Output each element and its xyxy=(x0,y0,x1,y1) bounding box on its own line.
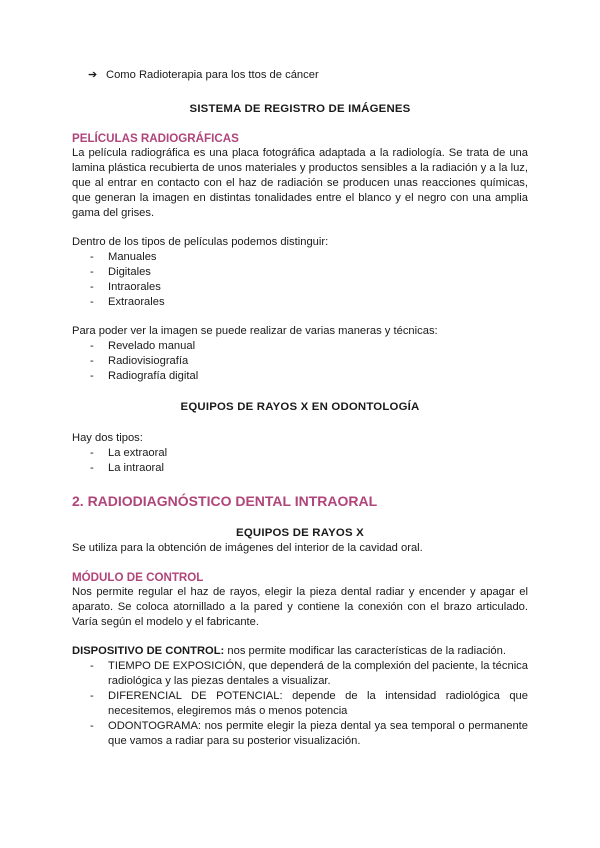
modulo-paragraph: Nos permite regular el haz de rayos, elegir la pieza dental radiar y encender y apagar el aparato. Se coloca atornillado a la pared y contiene la conexión con el brazo articulado. Varía según el modelo y el fabricante. xyxy=(72,586,528,628)
section-title-registro: SISTEMA DE REGISTRO DE IMÁGENES xyxy=(189,103,411,115)
device-label: DISPOSITIVO DE CONTROL: xyxy=(72,645,225,657)
list-item: - Manuales xyxy=(72,250,528,265)
methods-intro: Para poder ver la imagen se puede realizar de varias maneras y técnicas: xyxy=(72,325,438,337)
types-list xyxy=(72,250,528,310)
intro-bullet xyxy=(88,68,528,88)
list-item: - Radiografía digital xyxy=(72,369,528,384)
list-item: - Radiovisiografía xyxy=(72,354,528,369)
subtitle-peliculas: PELÍCULAS RADIOGRÁFICAS xyxy=(72,132,239,145)
list-item: - La extraoral xyxy=(72,446,528,461)
device-list xyxy=(72,659,528,749)
intro-text: Como Radioterapia para los ttos de cáncer xyxy=(106,69,319,81)
list-item: - TIEMPO DE EXPOSICIÓN, que dependerá de la complexión del paciente, la técnica radiológica y las piezas dentales a visualizar. xyxy=(72,659,528,689)
list-item: - DIFERENCIAL DE POTENCIAL: depende de la intensidad radiológica que necesitemos, elegiremos más o menos potencia xyxy=(72,689,528,719)
section-title-equipos: EQUIPOS DE RAYOS X xyxy=(236,527,364,539)
methods-list xyxy=(72,339,528,384)
device-paragraph xyxy=(72,644,528,659)
chapter-heading: 2. RADIODIAGNÓSTICO DENTAL INTRAORAL xyxy=(72,493,378,509)
list-item: - Intraorales xyxy=(72,280,528,295)
device-text: nos permite modificar las características de la radiación. xyxy=(224,645,506,657)
list-item: - ODONTOGRAMA: nos permite elegir la pieza dental ya sea temporal o permanente que vamos a radiar para su posterior visualización. xyxy=(72,719,528,749)
subtitle-modulo-control: MÓDULO DE CONTROL xyxy=(72,571,204,584)
list-item: - Revelado manual xyxy=(72,339,528,354)
types-intro: Dentro de los tipos de películas podemos distinguir: xyxy=(72,236,329,248)
list-item: - Digitales xyxy=(72,265,528,280)
section-title-equipos-odontologia: EQUIPOS DE RAYOS X EN ODONTOLOGÍA xyxy=(180,401,420,413)
list-item: - La intraoral xyxy=(72,461,528,476)
arrow-icon: ➔ xyxy=(88,69,98,81)
list-item: - Extraorales xyxy=(72,295,528,310)
equipment-types-list xyxy=(72,446,528,476)
peliculas-paragraph: La película radiográfica es una placa fotográfica adaptada a la radiología. Se trata de una lamina plástica recubierta de unos materiales y productos sensibles a la radiación y a la luz, que al entrar en contacto con el haz de radiación se producen unas reacciones químicas, que generan la imagen en distintas tonalidades entre el blanco y el negro con una amplia gama del grises. xyxy=(72,147,528,219)
equipos-intro: Se utiliza para la obtención de imágenes del interior de la cavidad oral. xyxy=(72,542,423,554)
types-count-intro: Hay dos tipos: xyxy=(72,432,143,444)
document-page xyxy=(72,68,528,749)
